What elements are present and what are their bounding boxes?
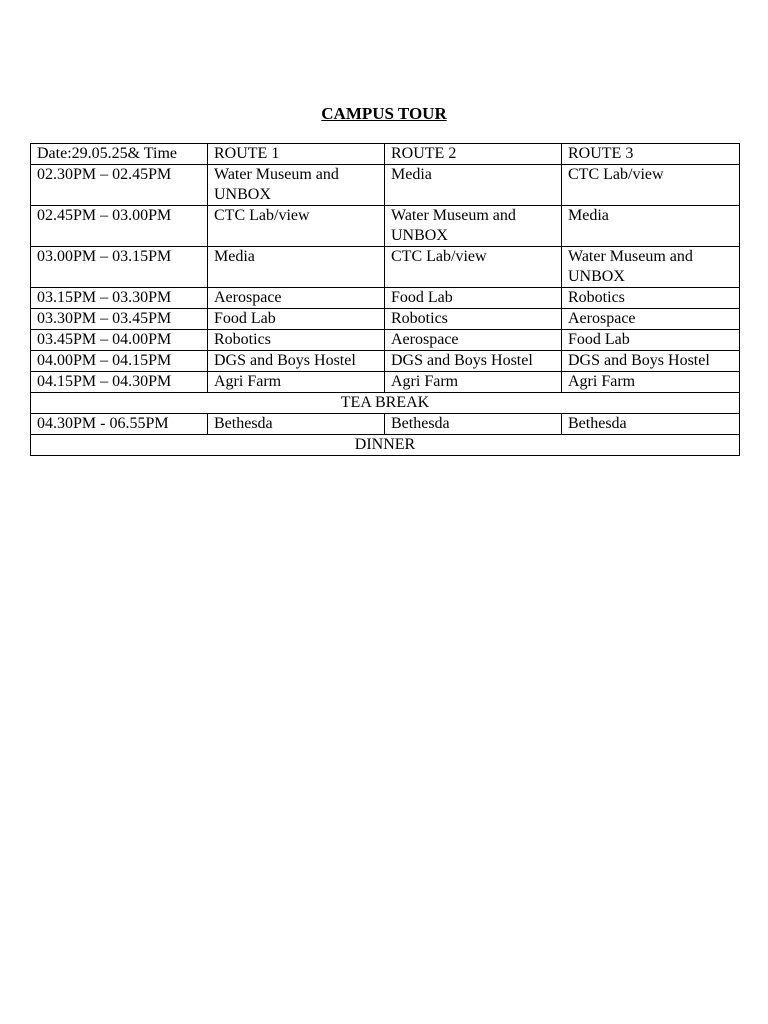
header-cell-date-time: Date:29.05.25& Time [31, 144, 208, 165]
tea-break-row [31, 393, 740, 414]
time-cell: 02.30PM – 02.45PM [31, 165, 208, 206]
route-3-cell: Water Museum and UNBOX [562, 247, 740, 288]
table-row [31, 206, 740, 247]
route-1-cell: Bethesda [208, 414, 385, 435]
route-2-cell: Water Museum and UNBOX [385, 206, 562, 247]
time-cell: 03.15PM – 03.30PM [31, 288, 208, 309]
route-1-cell: Agri Farm [208, 372, 385, 393]
time-cell: 02.45PM – 03.00PM [31, 206, 208, 247]
route-2-cell: Media [385, 165, 562, 206]
route-3-cell: Media [562, 206, 740, 247]
table-row [31, 309, 740, 330]
dinner-row [31, 435, 740, 456]
route-3-cell: Aerospace [562, 309, 740, 330]
route-3-cell: CTC Lab/view [562, 165, 740, 206]
route-1-cell: CTC Lab/view [208, 206, 385, 247]
time-cell: 03.45PM – 04.00PM [31, 330, 208, 351]
route-1-cell: Robotics [208, 330, 385, 351]
time-cell: 03.00PM – 03.15PM [31, 247, 208, 288]
route-3-cell: Food Lab [562, 330, 740, 351]
table-row [31, 330, 740, 351]
route-2-cell: Agri Farm [385, 372, 562, 393]
route-1-cell: DGS and Boys Hostel [208, 351, 385, 372]
route-1-cell: Media [208, 247, 385, 288]
route-1-cell: Aerospace [208, 288, 385, 309]
tea-break-cell: TEA BREAK [31, 393, 740, 414]
route-3-cell: DGS and Boys Hostel [562, 351, 740, 372]
route-2-cell: Aerospace [385, 330, 562, 351]
route-1-cell: Food Lab [208, 309, 385, 330]
time-cell: 04.15PM – 04.30PM [31, 372, 208, 393]
table-row [31, 288, 740, 309]
table-row [31, 247, 740, 288]
time-cell: 04.30PM - 06.55PM [31, 414, 208, 435]
route-3-cell: Robotics [562, 288, 740, 309]
table-row [31, 414, 740, 435]
table-row [31, 165, 740, 206]
route-2-cell: Bethesda [385, 414, 562, 435]
route-3-cell: Agri Farm [562, 372, 740, 393]
route-2-cell: Food Lab [385, 288, 562, 309]
header-cell-route-2: ROUTE 2 [385, 144, 562, 165]
route-2-cell: DGS and Boys Hostel [385, 351, 562, 372]
page-title: CAMPUS TOUR [321, 104, 447, 123]
table-row [31, 351, 740, 372]
schedule-table [30, 143, 740, 456]
header-cell-route-1: ROUTE 1 [208, 144, 385, 165]
table-header-row [31, 144, 740, 165]
header-cell-route-3: ROUTE 3 [562, 144, 740, 165]
route-2-cell: CTC Lab/view [385, 247, 562, 288]
time-cell: 04.00PM – 04.15PM [31, 351, 208, 372]
route-2-cell: Robotics [385, 309, 562, 330]
time-cell: 03.30PM – 03.45PM [31, 309, 208, 330]
route-3-cell: Bethesda [562, 414, 740, 435]
route-1-cell: Water Museum and UNBOX [208, 165, 385, 206]
table-row [31, 372, 740, 393]
dinner-cell: DINNER [31, 435, 740, 456]
